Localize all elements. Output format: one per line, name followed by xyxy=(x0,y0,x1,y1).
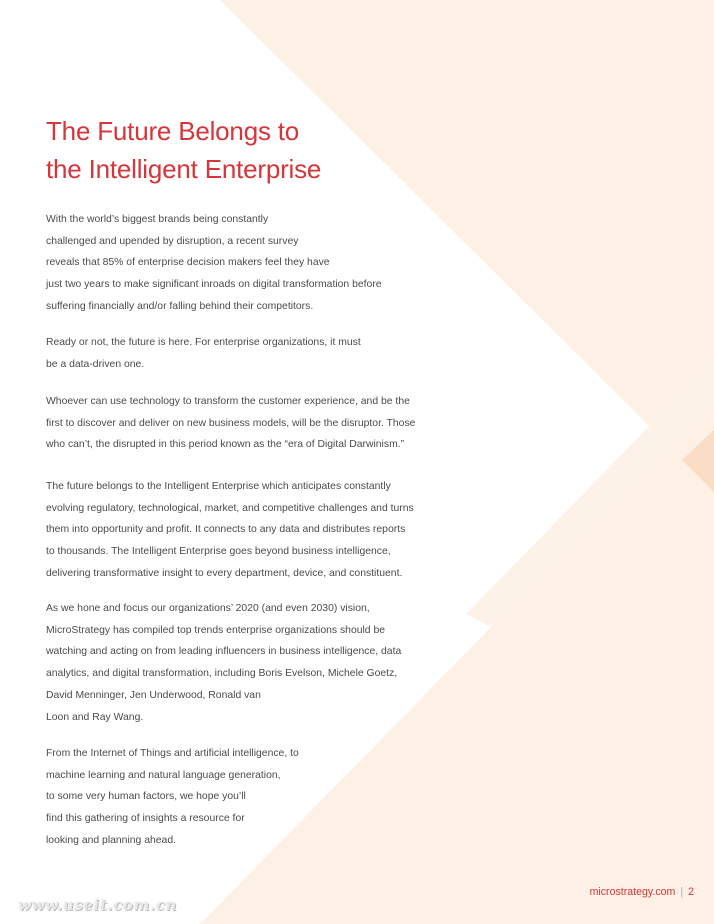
page-title-line: The Future Belongs to xyxy=(46,116,300,146)
text-line: As we hone and focus our organizations’ 2020 (and even 2030) vision, xyxy=(46,603,370,614)
paragraph-data-driven xyxy=(46,332,361,375)
footer-separator: | xyxy=(680,886,684,898)
paragraph-closing xyxy=(46,743,299,852)
text-line: to some very human factors, we hope you’ll xyxy=(46,791,246,803)
text-line: looking and planning ahead. xyxy=(46,834,176,846)
text-line: MicroStrategy has compiled top trends enterprise organizations should be xyxy=(46,624,386,636)
text-line: them into opportunity and profit. It connects to any data and distributes reports xyxy=(46,524,406,536)
text-line: delivering transformative insight to every department, device, and constituent. xyxy=(46,567,403,579)
page-number: 2 xyxy=(688,886,694,898)
page-title-line: the Intelligent Enterprise xyxy=(46,154,322,184)
text-line: who can’t, the disrupted in this period known as the “era of Digital Darwinism.” xyxy=(46,439,405,451)
paragraph-intro xyxy=(46,209,382,318)
text-line: find this gathering of insights a resource for xyxy=(46,813,245,825)
text-line: The future belongs to the Intelligent Enterprise which anticipates constantly xyxy=(46,481,391,492)
text-line: analytics, and digital transformation, including Boris Evelson, Michele Goetz, xyxy=(46,668,398,680)
paragraph-disruptor xyxy=(46,391,415,456)
page-title xyxy=(46,112,466,188)
text-line: just two years to make significant inroads on digital transformation before xyxy=(46,279,382,291)
paragraph-intelligent-enterprise xyxy=(46,476,414,585)
paragraph-vision xyxy=(46,598,401,728)
page-footer xyxy=(590,886,694,898)
text-line: to thousands. The Intelligent Enterprise goes beyond business intelligence, xyxy=(46,546,391,558)
text-line: Loon and Ray Wang. xyxy=(46,711,144,723)
text-line: David Menninger, Jen Underwood, Ronald van xyxy=(46,689,261,701)
text-line: With the world’s biggest brands being constantly xyxy=(46,214,269,225)
text-line: machine learning and natural language generation, xyxy=(46,769,281,781)
footer-site-link[interactable]: microstrategy.com xyxy=(589,886,676,898)
text-line: From the Internet of Things and artificial intelligence, to xyxy=(46,748,299,759)
watermark: www.useit.com.cn xyxy=(18,896,178,914)
text-line: be a data-driven one. xyxy=(46,358,145,370)
text-line: first to discover and deliver on new business models, will be the disruptor. Those xyxy=(46,417,416,429)
text-line: evolving regulatory, technological, market, and competitive challenges and turns xyxy=(46,502,414,514)
text-line: Whoever can use technology to transform the customer experience, and be the xyxy=(46,396,410,407)
text-line: suffering financially and/or falling behind their competitors. xyxy=(46,300,314,312)
text-line: Ready or not, the future is here. For enterprise organizations, it must xyxy=(46,337,361,348)
text-line: challenged and upended by disruption, a recent survey xyxy=(46,235,299,247)
text-line: reveals that 85% of enterprise decision makers feel they have xyxy=(46,257,330,269)
text-line: watching and acting on from leading influencers in business intelligence, data xyxy=(46,646,402,658)
